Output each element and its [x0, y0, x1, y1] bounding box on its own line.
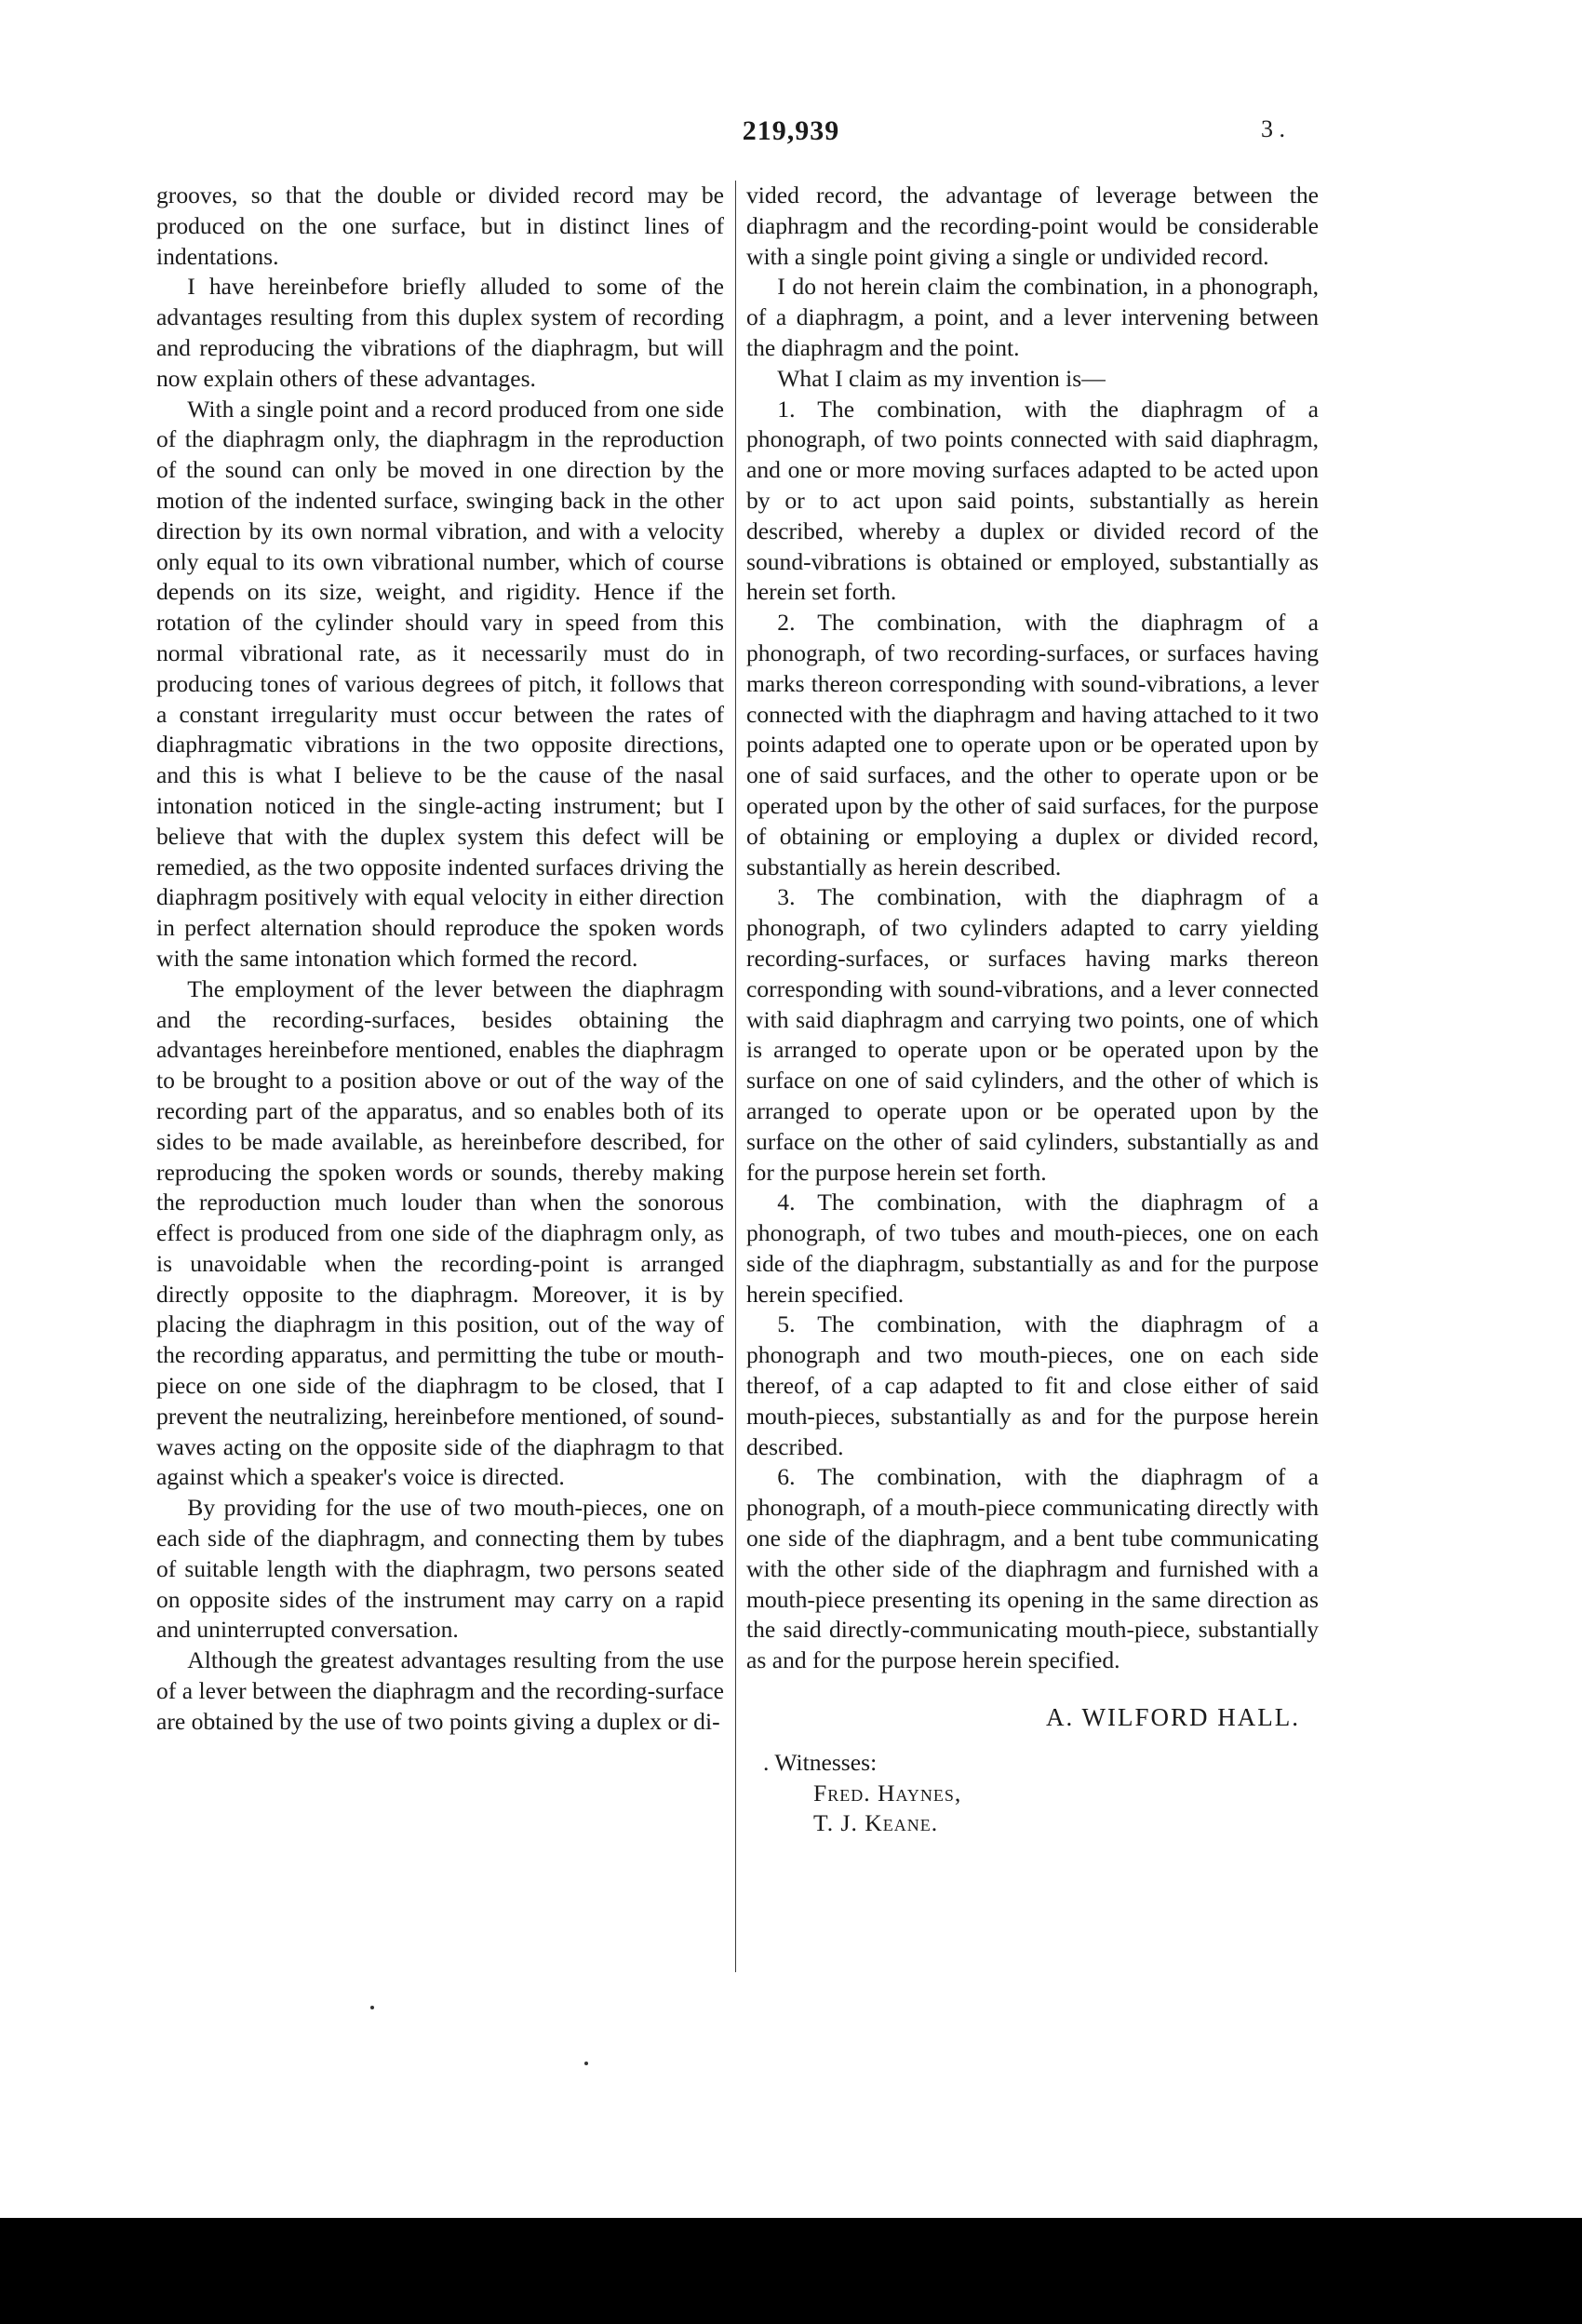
claim-3: 3. The combination, with the diaphragm of a phonograph, of two cylinders adapted to carry yielding recording-surfaces, or surfaces having marks thereon corresponding with sound-vibrations, and a lever connected with said diaphragm and carrying two points, one of which is arranged to operate upon or be operated upon by the surface on one of said cylinders, and the other of which is arranged to operate upon or be operated upon by the surface on the other of said cylinders, substantially as and for the purpose herein set forth.	[746, 883, 1319, 1186]
witness-name: T. J. Keane.	[813, 1809, 939, 1837]
scan-border	[0, 2218, 1582, 2324]
witnesses-label: . Witnesses:	[763, 1748, 878, 1776]
paragraph: I do not herein claim the combination, in a phonograph, of a diaphragm, a point, and a lever intervening between the diaphragm and the point.	[746, 273, 1319, 361]
inventor-signature: A. WILFORD HALL.	[1046, 1703, 1300, 1732]
claim-5: 5. The combination, with the diaphragm of a phonograph and two mouth-pieces, one on each side thereof, of a cap adapted to fit and close either of said mouth-pieces, substantially as and for the purpose herein described.	[746, 1310, 1319, 1460]
paragraph: With a single point and a record produced from one side of the diaphragm only, the diaphragm in the reproduction of the sound can only be moved in one direction by the motion of the indented surface, swinging back in the other direction by its own normal vibration, and with a velocity only equal to its own vibrational number, which of course depends on its size, weight, and rigidity. Hence if the rotation of the cylinder should vary in speed from this normal vibrational rate, as it necessarily must do in producing tones of various degrees of pitch, it follows that a constant irregularity must occur between the rates of diaphragmatic vibrations in the two opposite directions, and this is what I believe to be the cause of the nasal intonation noticed in the single-acting instrument; but I believe that with the duplex system this defect will be remedied, as the two opposite indented surfaces driving the diaphragm positively with equal velocity in either direction in perfect alternation should reproduce the spoken words with the same intonation which formed the record.	[156, 395, 724, 972]
print-speck	[584, 2062, 588, 2065]
witness-name: Fred. Haynes,	[813, 1779, 962, 1807]
claim-4: 4. The combination, with the diaphragm of a phonograph, of two tubes and mouth-pieces, one on each side of the diaphragm, substantially as and for the purpose herein specified.	[746, 1189, 1319, 1308]
claim-1: 1. The combination, with the diaphragm of a phonograph, of two points connected with said diaphragm, and one or more moving surfaces adapted to be acted upon by or to act upon said points, substantially as herein described, whereby a duplex or divided record of the sound-vibrations is obtained or employed, substantially as herein set forth.	[746, 395, 1319, 606]
paragraph: grooves, so that the double or divided record may be produced on the one surface, but in distinct lines of indentations.	[156, 181, 724, 270]
left-column	[156, 181, 724, 1738]
right-column	[746, 181, 1319, 1839]
paragraph: vided record, the advantage of leverage between the diaphragm and the recording-point would be considerable with a single point giving a single or undivided record.	[746, 181, 1319, 270]
paragraph: Although the greatest advantages resulting from the use of a lever between the diaphragm and the recording-surface are obtained by the use of two points giving a duplex or di-	[156, 1646, 724, 1735]
paragraph: The employment of the lever between the diaphragm and the recording-surfaces, besides obtaining the advantages hereinbefore mentioned, enables the diaphragm to be brought to a position above or out of the way of the recording part of the apparatus, and so enables both of its sides to be made available, as hereinbefore described, for reproducing the spoken words or sounds, thereby making the reproduction much louder than when the sonorous effect is produced from one side of the diaphragm only, as is unavoidable when the recording-point is arranged directly opposite to the diaphragm. Moreover, it is by placing the diaphragm in this position, out of the way of the recording apparatus, and permitting the tube or mouth-piece on one side of the diaphragm to be closed, that I prevent the neutralizing, hereinbefore mentioned, of sound-waves acting on the opposite side of the diaphragm to that against which a speaker's voice is directed.	[156, 974, 724, 1491]
claim-6: 6. The combination, with the diaphragm of a phonograph, of a mouth-piece communicating directly with one side of the diaphragm, and a bent tube communicating with the other side of the diaphragm and furnished with a mouth-piece presenting its opening in the same direction as the said directly-communicating mouth-piece, substantially as and for the purpose herein specified.	[746, 1463, 1319, 1674]
paragraph: By providing for the use of two mouth-pieces, one on each side of the diaphragm, and connecting them by tubes of suitable length with the diaphragm, two persons seated on opposite sides of the instrument may carry on a rapid and uninterrupted conversation.	[156, 1494, 724, 1644]
claim-intro: What I claim as my invention is—	[777, 364, 1106, 392]
paragraph: I have hereinbefore briefly alluded to some of the advantages resulting from this duplex system of recording and reproducing the vibrations of the diaphragm, but will now explain others of these advantages.	[156, 273, 724, 392]
patent-number: 219,939	[742, 115, 840, 146]
column-divider	[735, 181, 736, 1972]
sheet-number: 3 .	[1261, 115, 1285, 142]
claim-2: 2. The combination, with the diaphragm of a phonograph, of two recording-surfaces, or surfaces having marks thereon corresponding with sound-vibrations, a lever connected with the diaphragm and having attached to it two points adapted one to operate upon or be operated upon by one of said surfaces, and the other to operate upon or be operated upon by the other of said surfaces, for the purpose of obtaining or employing a duplex or divided record, substantially as herein described.	[746, 609, 1319, 880]
print-speck	[370, 2006, 374, 2009]
